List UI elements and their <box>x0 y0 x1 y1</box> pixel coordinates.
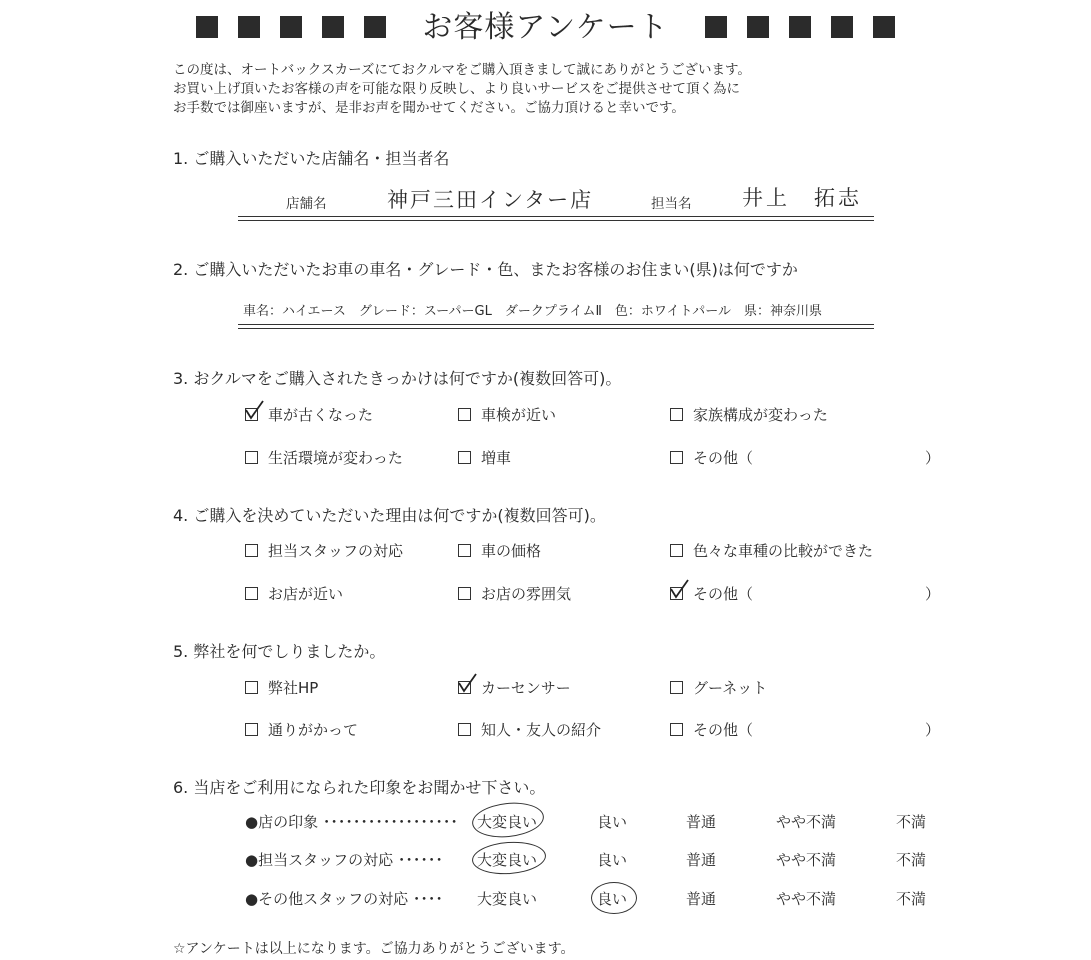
underline <box>238 216 874 217</box>
checkbox-option[interactable]: カーセンサー <box>458 677 571 698</box>
checkbox-option[interactable]: 家族構成が変わった <box>670 404 828 425</box>
store-label: 店舗名 <box>286 196 327 212</box>
checkbox-option[interactable]: お店の雰囲気 <box>458 583 571 604</box>
checkbox-option[interactable]: 通りがかって <box>245 719 358 740</box>
checkbox-option[interactable]: 車が古くなった <box>245 404 373 425</box>
staff-value: 井上 拓志 <box>742 186 862 210</box>
intro-line-3: お手数では御座いますが、是非お声を聞かせてください。ご協力頂けると幸いです。 <box>173 100 685 116</box>
rating-row-label: ●店の印象 ･･････････････････ <box>245 813 458 831</box>
checkbox-option[interactable]: 車の価格 <box>458 540 541 561</box>
checkmark-icon <box>456 673 478 695</box>
rating-row-label: ●その他スタッフの対応 ････ <box>245 890 443 908</box>
rating-option[interactable]: やや不満 <box>776 813 837 831</box>
checkbox-option[interactable]: 車検が近い <box>458 404 556 425</box>
rating-option[interactable]: 普通 <box>686 890 717 908</box>
checkbox-option[interactable]: 弊社HP <box>245 677 318 698</box>
checkbox-option-other[interactable]: その他（ <box>670 447 753 468</box>
checkbox[interactable] <box>670 723 683 736</box>
checkbox[interactable] <box>670 681 683 694</box>
checkbox[interactable] <box>458 544 471 557</box>
checkbox-option[interactable]: 担当スタッフの対応 <box>245 540 403 561</box>
underline <box>238 220 874 221</box>
black-square-icon <box>322 16 344 38</box>
black-square-icon <box>238 16 260 38</box>
close-paren: ） <box>925 585 941 603</box>
black-square-icon <box>789 16 811 38</box>
black-square-icon <box>747 16 769 38</box>
rating-option[interactable]: 普通 <box>686 851 717 869</box>
rating-option[interactable]: 不満 <box>896 851 927 869</box>
checkbox[interactable] <box>458 587 471 600</box>
checkbox[interactable] <box>670 451 683 464</box>
rating-option[interactable]: 良い <box>597 813 628 831</box>
checkbox-option[interactable]: グーネット <box>670 677 767 698</box>
checkbox[interactable] <box>458 408 471 421</box>
selected-circle-mark <box>591 882 637 914</box>
checkbox-option[interactable]: 知人・友人の紹介 <box>458 719 601 740</box>
staff-label: 担当名 <box>651 196 692 212</box>
rating-option[interactable]: 普通 <box>686 813 717 831</box>
rating-option[interactable]: 大変良い <box>477 890 538 908</box>
rating-option[interactable]: 不満 <box>896 813 927 831</box>
black-square-icon <box>196 16 218 38</box>
rating-row-label: ●担当スタッフの対応 ･･････ <box>245 851 443 869</box>
store-value: 神戸三田インター店 <box>387 188 594 212</box>
checkbox[interactable] <box>670 544 683 557</box>
checkbox[interactable] <box>670 587 683 600</box>
checkbox[interactable] <box>245 723 258 736</box>
checkbox[interactable] <box>245 408 258 421</box>
selected-circle-mark <box>471 839 547 876</box>
black-square-icon <box>873 16 895 38</box>
checkmark-icon <box>243 400 265 422</box>
close-paren: ） <box>925 449 941 467</box>
underline <box>238 324 874 325</box>
checkbox-option[interactable]: 色々な車種の比較ができた <box>670 540 873 561</box>
checkbox[interactable] <box>670 408 683 421</box>
black-square-icon <box>831 16 853 38</box>
q4-heading: 4. ご購入を決めていただいた理由は何ですか(複数回答可)。 <box>173 506 606 525</box>
checkbox[interactable] <box>245 681 258 694</box>
checkbox[interactable] <box>245 587 258 600</box>
intro-line-2: お買い上げ頂いたお客様の声を可能な限り反映し、より良いサービスをご提供させて頂く為に <box>173 81 740 97</box>
footer-note: ☆アンケートは以上になります。ご協力ありがとうございます。 <box>173 941 575 957</box>
intro-line-1: この度は、オートバックスカーズにておクルマをご購入頂きまして誠にありがとうございます。 <box>173 62 751 78</box>
rating-option[interactable]: やや不満 <box>776 851 837 869</box>
checkbox-option[interactable]: お店が近い <box>245 583 343 604</box>
black-square-icon <box>705 16 727 38</box>
checkbox[interactable] <box>245 451 258 464</box>
close-paren: ） <box>925 721 941 739</box>
checkbox-option[interactable]: 生活環境が変わった <box>245 447 403 468</box>
selected-circle-mark <box>470 799 545 840</box>
checkmark-icon <box>668 579 690 601</box>
survey-title <box>0 2 1091 46</box>
checkbox[interactable] <box>245 544 258 557</box>
q5-heading: 5. 弊社を何でしりましたか。 <box>173 642 386 661</box>
rating-option[interactable]: 良い <box>597 851 628 869</box>
rating-option[interactable]: 大変良い <box>477 813 538 831</box>
rating-option[interactable]: 不満 <box>896 890 927 908</box>
black-square-icon <box>280 16 302 38</box>
rating-option[interactable]: 大変良い <box>477 851 538 869</box>
q3-heading: 3. おクルマをご購入されたきっかけは何ですか(複数回答可)。 <box>173 369 622 388</box>
checkbox[interactable] <box>458 723 471 736</box>
black-square-icon <box>364 16 386 38</box>
rating-option[interactable]: 良い <box>597 890 628 908</box>
q6-heading: 6. 当店をご利用になられた印象をお聞かせ下さい。 <box>173 778 546 797</box>
checkbox-option-other[interactable]: その他（ <box>670 719 753 740</box>
car-info-answer: 車名：ハイエース グレード：スーパーGL ダークプライムⅡ 色：ホワイトパール 県：神奈川県 <box>243 304 822 319</box>
q1-heading: 1. ご購入いただいた店舗名・担当者名 <box>173 149 450 168</box>
underline <box>238 328 874 329</box>
checkbox-option[interactable]: 増車 <box>458 447 511 468</box>
checkbox[interactable] <box>458 681 471 694</box>
title-text: お客様アンケート <box>422 10 669 45</box>
checkbox-option-other[interactable]: その他（ <box>670 583 753 604</box>
rating-option[interactable]: やや不満 <box>776 890 837 908</box>
q2-heading: 2. ご購入いただいたお車の車名・グレード・色、またお客様のお住まい(県)は何ですか <box>173 260 798 279</box>
checkbox[interactable] <box>458 451 471 464</box>
